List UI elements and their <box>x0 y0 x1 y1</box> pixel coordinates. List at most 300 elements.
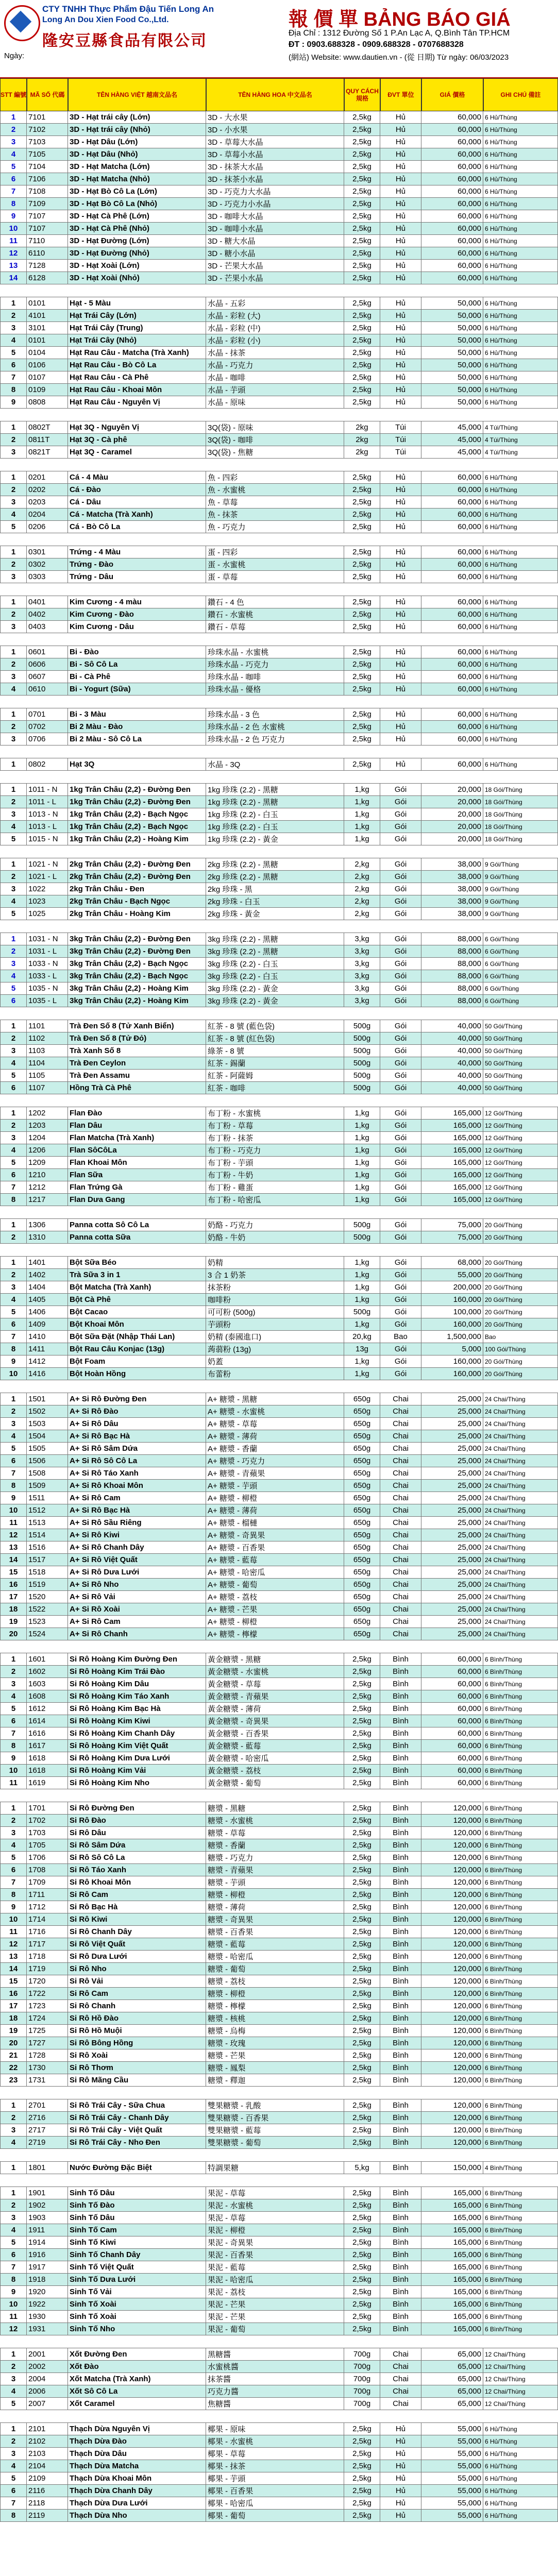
note-cell: 4 Túi/Thùng <box>483 421 558 433</box>
name-cn-cell: 3Q(袋) - 原味 <box>206 421 344 433</box>
group-separator <box>0 284 558 297</box>
name-vn-cell: Si Rô Hoàng Kim Đường Đen <box>68 1653 206 1665</box>
code-cell: 1614 <box>27 1715 68 1727</box>
code-cell: 2104 <box>27 2460 68 2472</box>
table-row <box>0 2460 558 2472</box>
group-separator <box>0 583 558 596</box>
spec-cell: 650g <box>344 1405 380 1417</box>
stt-cell: 1 <box>0 2162 27 2174</box>
table-row <box>0 2124 558 2137</box>
code-cell: 1210 <box>27 1169 68 1181</box>
code-cell: 1730 <box>27 2062 68 2074</box>
stt-cell: 3 <box>0 671 27 683</box>
table-row <box>0 210 558 223</box>
name-cn-cell: 水晶 - 五彩 <box>206 297 344 309</box>
spec-cell: 500g <box>344 1070 380 1081</box>
unit-cell: Bình <box>380 1889 421 1901</box>
table-row <box>0 1815 558 1827</box>
price-cell: 120,000 <box>421 2124 483 2136</box>
spec-cell: 2,5kg <box>344 733 380 745</box>
header <box>0 0 558 78</box>
table-row <box>0 671 558 683</box>
name-vn-cell: Si Rô Xoài <box>68 2049 206 2061</box>
unit-cell: Gói <box>380 1070 421 1081</box>
table-row <box>0 883 558 895</box>
stt-cell: 14 <box>0 272 27 284</box>
spec-cell: 2,5kg <box>344 124 380 135</box>
price-cell: 38,000 <box>421 883 483 895</box>
stt-cell: 3 <box>0 1827 27 1839</box>
unit-cell: Gói <box>380 821 421 833</box>
price-cell: 25,000 <box>421 1455 483 1467</box>
code-cell: 1714 <box>27 1913 68 1925</box>
spec-cell: 2,5kg <box>344 708 380 720</box>
code-cell: 1724 <box>27 2012 68 2024</box>
spec-cell: 650g <box>344 1455 380 1467</box>
name-vn-cell: A+ Si Rô Nho <box>68 1579 206 1590</box>
price-cell: 120,000 <box>421 2112 483 2124</box>
name-vn-cell: A+ Si Rô Táo Xanh <box>68 1467 206 1479</box>
price-cell: 120,000 <box>421 1988 483 1999</box>
code-cell: 1015 - N <box>27 833 68 845</box>
name-vn-cell: Flan Trứng Gà <box>68 1181 206 1193</box>
name-cn-cell: 水晶 - 彩粒 (大) <box>206 310 344 321</box>
stt-cell: 8 <box>0 1740 27 1752</box>
stt-cell: 3 <box>0 496 27 508</box>
note-cell: 6 Gói/Thùng <box>483 995 558 1007</box>
code-cell: 1723 <box>27 2000 68 2012</box>
code-cell: 1706 <box>27 1852 68 1863</box>
code-cell: 7107 <box>27 223 68 234</box>
name-vn-cell: Si Rô Hồ Muội <box>68 2025 206 2037</box>
name-vn-cell: Cá - 4 Màu <box>68 471 206 483</box>
name-cn-cell: 糖漿 - 柳橙 <box>206 1889 344 1901</box>
table-row <box>0 1938 558 1951</box>
table-row <box>0 1405 558 1418</box>
price-cell: 38,000 <box>421 858 483 870</box>
name-vn-cell: Bột Sữa Đặt (Nhập Thái Lan) <box>68 1331 206 1343</box>
price-cell: 50,000 <box>421 334 483 346</box>
table-row <box>0 933 558 945</box>
code-cell: 1206 <box>27 1144 68 1156</box>
name-vn-cell: Cá - Bò Cô La <box>68 521 206 533</box>
name-vn-cell: A+ Si Rô Dưa Lưới <box>68 1566 206 1578</box>
price-cell: 40,000 <box>421 1070 483 1081</box>
unit-cell: Gói <box>380 1169 421 1181</box>
note-cell: 6 Hủ/Thùng <box>483 708 558 720</box>
code-cell: 1618 <box>27 1765 68 1776</box>
unit-cell: Hủ <box>380 173 421 185</box>
table-row <box>0 908 558 920</box>
price-cell: 88,000 <box>421 945 483 957</box>
note-cell: 24 Chai/Thùng <box>483 1628 558 1640</box>
stt-cell: 10 <box>0 1913 27 1925</box>
name-vn-cell: Sinh Tố Chanh Dây <box>68 2249 206 2261</box>
name-vn-cell: Sinh Tố Xoài <box>68 2298 206 2310</box>
price-cell: 40,000 <box>421 1045 483 1057</box>
price-cell: 165,000 <box>421 1157 483 1168</box>
stt-cell: 4 <box>0 2137 27 2148</box>
unit-cell: Gói <box>380 1107 421 1119</box>
note-cell: 6 Hủ/Thùng <box>483 571 558 583</box>
table-row <box>0 1269 558 1281</box>
unit-cell: Bình <box>380 1827 421 1839</box>
name-vn-cell: 3D - Hạt Cà Phê (Nhỏ) <box>68 223 206 234</box>
price-cell: 5,000 <box>421 1343 483 1355</box>
stt-cell: 9 <box>0 210 27 222</box>
price-cell: 88,000 <box>421 958 483 970</box>
note-cell: 20 Gói/Thùng <box>483 1269 558 1281</box>
code-cell: 0401 <box>27 596 68 608</box>
note-cell: 6 Bình/Thùng <box>483 2000 558 2012</box>
code-cell: 1013 - L <box>27 821 68 833</box>
table-row <box>0 945 558 958</box>
note-cell: 6 Hủ/Thùng <box>483 210 558 222</box>
code-cell: 1608 <box>27 1690 68 1702</box>
table-row <box>0 1628 558 1640</box>
note-cell: 6 Bình/Thùng <box>483 2224 558 2236</box>
code-cell: 0607 <box>27 671 68 683</box>
name-vn-cell: 3D - Hạt Xoài (Nhỏ) <box>68 272 206 284</box>
note-cell: 24 Chai/Thùng <box>483 1579 558 1590</box>
name-cn-cell: 果泥 - 奇異果 <box>206 2236 344 2248</box>
note-cell: 6 Hủ/Thùng <box>483 260 558 272</box>
name-cn-cell: 椰果 - 哈密瓜 <box>206 2497 344 2509</box>
note-cell: 6 Hủ/Thùng <box>483 471 558 483</box>
stt-cell: 10 <box>0 1765 27 1776</box>
unit-cell: Bình <box>380 2062 421 2074</box>
price-cell: 60,000 <box>421 1777 483 1789</box>
price-cell: 25,000 <box>421 1443 483 1454</box>
name-vn-cell: Bột Hoàn Hồng <box>68 1368 206 1380</box>
unit-cell: Gói <box>380 1219 421 1231</box>
code-cell: 7103 <box>27 136 68 148</box>
unit-cell: Gói <box>380 1132 421 1144</box>
price-cell: 60,000 <box>421 1703 483 1715</box>
spec-cell: 3,kg <box>344 982 380 994</box>
note-cell: 6 Bình/Thùng <box>483 2298 558 2310</box>
spec-cell: 2,5kg <box>344 148 380 160</box>
spec-cell: 2,5kg <box>344 546 380 558</box>
stt-cell: 3 <box>0 1281 27 1293</box>
code-cell: 7102 <box>27 124 68 135</box>
table-row <box>0 1802 558 1815</box>
unit-cell: Bình <box>380 2212 421 2224</box>
spec-cell: 2,5kg <box>344 521 380 533</box>
name-vn-cell: 3kg Trân Châu (2,2) - Hoàng Kim <box>68 982 206 994</box>
spec-cell: 2,5kg <box>344 1715 380 1727</box>
stt-cell: 5 <box>0 347 27 359</box>
price-cell: 25,000 <box>421 1430 483 1442</box>
stt-cell: 2 <box>0 2361 27 2372</box>
stt-cell: 3 <box>0 446 27 458</box>
spec-cell: 1,kg <box>344 1132 380 1144</box>
code-cell: 0808 <box>27 396 68 408</box>
spec-cell: 2,5kg <box>344 758 380 770</box>
spec-cell: 500g <box>344 1020 380 1032</box>
code-cell: 1025 <box>27 908 68 920</box>
name-vn-cell: Bi - Sô Cô La <box>68 658 206 670</box>
code-cell: 1107 <box>27 1082 68 1094</box>
name-cn-cell: 水晶 - 抹茶 <box>206 347 344 359</box>
code-cell: 1719 <box>27 1963 68 1975</box>
unit-cell: Gói <box>380 833 421 845</box>
unit-cell: Gói <box>380 1020 421 1032</box>
name-vn-cell: Xốt Đào <box>68 2361 206 2372</box>
code-cell: 2701 <box>27 2099 68 2111</box>
name-vn-cell: Si Rô Mãng Cầu <box>68 2074 206 2086</box>
spec-cell: 2,5kg <box>344 1864 380 1876</box>
name-cn-cell: 布丁粉 - 牛奶 <box>206 1169 344 1181</box>
note-cell: 6 Bình/Thùng <box>483 2187 558 2199</box>
group-separator <box>0 533 558 546</box>
spec-cell: 650g <box>344 1467 380 1479</box>
stt-cell: 7 <box>0 1467 27 1479</box>
stt-cell: 4 <box>0 2460 27 2472</box>
stt-cell: 5 <box>0 1443 27 1454</box>
price-cell: 120,000 <box>421 2049 483 2061</box>
note-cell: 18 Gói/Thùng <box>483 784 558 795</box>
name-vn-cell: Sinh Tố Xoài <box>68 2311 206 2323</box>
price-cell: 120,000 <box>421 2062 483 2074</box>
code-cell: 0802 <box>27 758 68 770</box>
name-cn-cell: 糖漿 - 核桃 <box>206 2012 344 2024</box>
code-cell: 7109 <box>27 198 68 210</box>
unit-cell: Gói <box>380 958 421 970</box>
name-vn-cell: A+ Si Rô Đào <box>68 1405 206 1417</box>
code-cell: 1310 <box>27 1231 68 1243</box>
table-row <box>0 347 558 359</box>
name-vn-cell: 3kg Trân Châu (2,2) - Đường Đen <box>68 945 206 957</box>
spec-cell: 2,5kg <box>344 136 380 148</box>
stt-cell: 1 <box>0 1020 27 1032</box>
note-cell: 12 Chai/Thùng <box>483 2348 558 2360</box>
stt-cell: 12 <box>0 2323 27 2335</box>
name-cn-cell: 2kg 珍珠 (2.2) - 黑糖 <box>206 871 344 883</box>
name-cn-cell: A+ 糖漿 - 百香果 <box>206 1541 344 1553</box>
name-cn-cell: 布丁粉 - 水蜜桃 <box>206 1107 344 1119</box>
code-cell: 1901 <box>27 2187 68 2199</box>
code-cell: 0821T <box>27 446 68 458</box>
stt-cell: 1 <box>0 2099 27 2111</box>
table-row <box>0 1616 558 1628</box>
stt-cell: 4 <box>0 1057 27 1069</box>
name-cn-cell: 糖漿 - 烏梅 <box>206 2025 344 2037</box>
table-row <box>0 1541 558 1554</box>
code-cell: 0201 <box>27 471 68 483</box>
code-cell: 2102 <box>27 2435 68 2447</box>
name-cn-cell: 3Q(袋) - 咖啡 <box>206 434 344 446</box>
stt-cell: 2 <box>0 1231 27 1243</box>
group-separator <box>0 2087 558 2099</box>
note-cell: 6 Bình/Thùng <box>483 1765 558 1776</box>
code-cell: 1035 - N <box>27 982 68 994</box>
table-row <box>0 1393 558 1405</box>
name-vn-cell: 3D - Hạt Bò Cô La (Lớn) <box>68 185 206 197</box>
table-row <box>0 621 558 633</box>
note-cell: 6 Bình/Thùng <box>483 1839 558 1851</box>
stt-cell: 1 <box>0 784 27 795</box>
name-vn-cell: Si Rô Hoàng Kim Việt Quất <box>68 1740 206 1752</box>
unit-cell: Gói <box>380 1269 421 1281</box>
code-cell: 0109 <box>27 384 68 396</box>
name-cn-cell: A+ 糖漿 - 草莓 <box>206 1418 344 1430</box>
spec-cell: 500g <box>344 1032 380 1044</box>
name-vn-cell: Si Rô Đường Đen <box>68 1802 206 1814</box>
name-cn-cell: 鑽石 - 4 色 <box>206 596 344 608</box>
unit-cell: Hủ <box>380 596 421 608</box>
name-cn-cell: 巧克力醬 <box>206 2385 344 2397</box>
name-vn-cell: Bột Sữa Béo <box>68 1257 206 1268</box>
note-cell: 6 Hủ/Thùng <box>483 247 558 259</box>
stt-cell: 3 <box>0 2212 27 2224</box>
code-cell: 1717 <box>27 1938 68 1950</box>
name-cn-cell: 黃金糖漿 - 百香果 <box>206 1727 344 1739</box>
code-cell: 0106 <box>27 359 68 371</box>
stt-cell: 9 <box>0 1492 27 1504</box>
price-cell: 25,000 <box>421 1541 483 1553</box>
name-cn-cell: 3D - 草莓小水晶 <box>206 148 344 160</box>
stt-cell: 4 <box>0 2385 27 2397</box>
spec-cell: 1,kg <box>344 1281 380 1293</box>
code-cell: 0701 <box>27 708 68 720</box>
spec-cell: 2,5kg <box>344 2261 380 2273</box>
table-row <box>0 758 558 771</box>
stt-cell: 6 <box>0 2485 27 2497</box>
code-cell: 7128 <box>27 260 68 272</box>
note-cell: 6 Hủ/Thùng <box>483 621 558 633</box>
table-row <box>0 1418 558 1430</box>
table-row <box>0 1194 558 1206</box>
note-cell: 24 Chai/Thùng <box>483 1480 558 1492</box>
name-cn-cell: 魚 - 草莓 <box>206 496 344 508</box>
note-cell: 6 Hủ/Thùng <box>483 334 558 346</box>
price-cell: 60,000 <box>421 471 483 483</box>
price-cell: 40,000 <box>421 1020 483 1032</box>
price-cell: 60,000 <box>421 111 483 123</box>
spec-cell: 650g <box>344 1504 380 1516</box>
price-cell: 25,000 <box>421 1566 483 1578</box>
unit-cell: Bình <box>380 1802 421 1814</box>
stt-cell: 7 <box>0 2497 27 2509</box>
price-cell: 165,000 <box>421 2311 483 2323</box>
spec-cell: 2,5kg <box>344 359 380 371</box>
price-cell: 60,000 <box>421 546 483 558</box>
code-cell: 1701 <box>27 1802 68 1814</box>
code-cell: 1508 <box>27 1467 68 1479</box>
code-cell: 2001 <box>27 2348 68 2360</box>
stt-cell: 1 <box>0 646 27 658</box>
spec-cell: 2,5kg <box>344 260 380 272</box>
col-note: GHI CHÚ 備註 <box>483 78 558 111</box>
spec-cell: 1,kg <box>344 808 380 820</box>
name-vn-cell: Xốt Caramel <box>68 2398 206 2410</box>
table-row <box>0 161 558 173</box>
name-cn-cell: A+ 糖漿 - 柳橙 <box>206 1616 344 1628</box>
price-cell: 200,000 <box>421 1281 483 1293</box>
name-vn-cell: 3D - Hạt Xoài (Lớn) <box>68 260 206 272</box>
col-stt: STT 編號 <box>0 78 27 111</box>
name-cn-cell: 水晶 - 彩粒 (中) <box>206 322 344 334</box>
note-cell: 50 Gói/Thùng <box>483 1032 558 1044</box>
stt-cell: 6 <box>0 1318 27 1330</box>
unit-cell: Hủ <box>380 384 421 396</box>
stt-cell: 4 <box>0 1144 27 1156</box>
price-cell: 68,000 <box>421 1257 483 1268</box>
unit-cell: Hủ <box>380 2460 421 2472</box>
unit-cell: Hủ <box>380 371 421 383</box>
spec-cell: 500g <box>344 1219 380 1231</box>
name-cn-cell: 紅茶 - 錫蘭 <box>206 1057 344 1069</box>
name-vn-cell: Thạch Dừa Nguyên Vị <box>68 2423 206 2435</box>
name-vn-cell: Sinh Tố Cam <box>68 2224 206 2236</box>
unit-cell: Hủ <box>380 646 421 658</box>
note-cell: 24 Chai/Thùng <box>483 1443 558 1454</box>
name-cn-cell: 紅茶 - 8 號 (藍色袋) <box>206 1020 344 1032</box>
name-vn-cell: Trứng - Đào <box>68 558 206 570</box>
table-row <box>0 2012 558 2025</box>
name-vn-cell: 2kg Trân Châu - Bạch Ngọc <box>68 895 206 907</box>
name-vn-cell: Kim Cương - 4 màu <box>68 596 206 608</box>
price-cell: 60,000 <box>421 185 483 197</box>
stt-cell: 1 <box>0 2187 27 2199</box>
stt-cell: 5 <box>0 161 27 173</box>
spec-cell: 650g <box>344 1517 380 1529</box>
stt-cell: 3 <box>0 883 27 895</box>
spec-cell: 2,5kg <box>344 1815 380 1826</box>
stt-cell: 3 <box>0 1678 27 1690</box>
price-cell: 25,000 <box>421 1616 483 1628</box>
price-cell: 1,500,000 <box>421 1331 483 1343</box>
unit-cell: Hủ <box>380 260 421 272</box>
stt-cell: 15 <box>0 1975 27 1987</box>
price-cell: 120,000 <box>421 1815 483 1826</box>
stt-cell: 2 <box>0 558 27 570</box>
unit-cell: Gói <box>380 1120 421 1131</box>
code-cell: 1021 - L <box>27 871 68 883</box>
code-cell: 2716 <box>27 2112 68 2124</box>
unit-cell: Hủ <box>380 683 421 695</box>
note-cell: 6 Hủ/Thùng <box>483 384 558 396</box>
table-row <box>0 1827 558 1839</box>
name-vn-cell: 3D - Hạt Dâu (Lớn) <box>68 136 206 148</box>
spec-cell: 2,5kg <box>344 198 380 210</box>
code-cell: 1524 <box>27 1628 68 1640</box>
code-cell: 0302 <box>27 558 68 570</box>
name-cn-cell: A+ 糖漿 - 藍莓 <box>206 1554 344 1566</box>
unit-cell: Gói <box>380 1343 421 1355</box>
spec-cell: 650g <box>344 1418 380 1430</box>
name-vn-cell: Thạch Dừa Nho <box>68 2510 206 2521</box>
name-vn-cell: Xốt Sô Cô La <box>68 2385 206 2397</box>
stt-cell: 1 <box>0 596 27 608</box>
name-vn-cell: 1kg Trân Châu (2,2) - Đường Đen <box>68 784 206 795</box>
stt-cell: 3 <box>0 2373 27 2385</box>
price-cell: 55,000 <box>421 2510 483 2521</box>
stt-cell: 3 <box>0 571 27 583</box>
price-cell: 55,000 <box>421 1269 483 1281</box>
unit-cell: Hủ <box>380 235 421 247</box>
note-cell: 9 Gói/Thùng <box>483 883 558 895</box>
note-cell: 6 Hủ/Thùng <box>483 721 558 733</box>
unit-cell: Gói <box>380 883 421 895</box>
code-cell: 1023 <box>27 895 68 907</box>
code-cell: 1708 <box>27 1864 68 1876</box>
name-cn-cell: 奶酪 - 牛奶 <box>206 1231 344 1243</box>
unit-cell: Hủ <box>380 334 421 346</box>
stt-cell: 19 <box>0 1616 27 1628</box>
name-vn-cell: Thạch Dừa Chanh Dây <box>68 2485 206 2497</box>
